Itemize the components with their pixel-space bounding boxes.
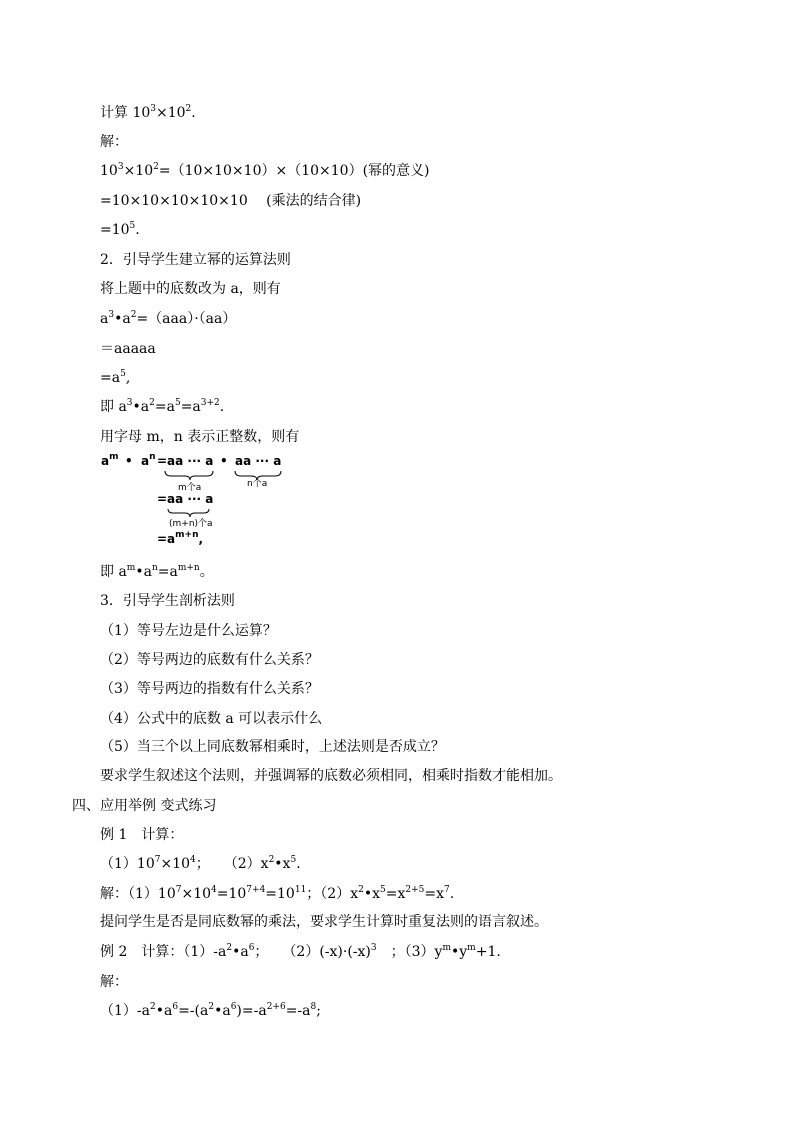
deriv-an: $a^n$	[141, 452, 156, 468]
text-line-l22	[100, 826, 183, 844]
text-run: ×10	[160, 856, 191, 872]
text-line-l16	[100, 651, 319, 669]
text-line-l24	[100, 885, 454, 903]
text-run: •a	[214, 1003, 231, 1019]
text-run: =a	[100, 370, 121, 386]
text-run: 即 a	[100, 564, 127, 580]
text-run: 2．引导学生建立幂的运算法则	[100, 252, 291, 268]
text-run: =（10×10×10）×（10×10）(幂的意义)	[158, 163, 430, 179]
deriv-row2: =aa ··· a	[157, 492, 214, 506]
superscript: 2	[149, 398, 155, 408]
superscript: 2+6	[266, 1002, 286, 1012]
text-run: ×10	[123, 163, 154, 179]
text-run: =（aaa）·（aa）	[136, 311, 237, 327]
text-run: •y	[451, 944, 468, 960]
text-run: •a	[232, 944, 249, 960]
superscript: 2	[153, 162, 159, 172]
deriv-label-m: m个a	[178, 483, 202, 493]
text-run: 例 1 计算：	[100, 827, 184, 843]
text-run: •a	[132, 399, 150, 415]
text-run: 解：	[100, 974, 128, 990]
superscript: 6	[248, 943, 255, 953]
superscript: 4	[211, 885, 217, 895]
text-run: •a	[114, 311, 131, 327]
superscript: 5	[290, 855, 297, 865]
text-run: )=-a	[236, 1003, 267, 1019]
deriv-label-n: n个a	[247, 479, 268, 489]
text-run: 。	[199, 564, 214, 580]
text-run: ； （2）x	[195, 856, 269, 872]
superscript: 7	[175, 885, 182, 895]
deriv-label-mn: (m+n)个a	[169, 519, 213, 529]
text-run: •a	[135, 564, 152, 580]
text-run: .	[449, 886, 455, 902]
deriv-row1-expansion-2: aa ··· a	[235, 454, 282, 468]
superscript: 2	[130, 310, 137, 320]
text-line-l9	[100, 340, 156, 358]
text-run: .	[191, 105, 196, 121]
superscript: 6	[172, 1002, 179, 1012]
text-run: （4）公式中的底数 a 可以表示什么	[100, 711, 323, 727]
superscript: 3	[150, 104, 156, 114]
text-line-l27	[100, 973, 128, 991]
superscript: 5	[380, 885, 386, 895]
text-line-l13	[100, 563, 214, 581]
text-line-l5	[100, 221, 140, 239]
text-run: 四、应用举例 变式练习	[72, 798, 217, 814]
deriv-am: $a^m$	[101, 452, 119, 468]
text-line-l17	[100, 680, 319, 698]
superscript: 7	[154, 855, 161, 865]
text-run: .	[296, 856, 301, 872]
deriv-dot-2: •	[220, 454, 228, 468]
text-line-l12	[100, 428, 299, 446]
text-line-l26	[100, 943, 501, 961]
text-line-l15	[100, 622, 277, 640]
deriv-row1-expansion: =aa ··· a	[157, 454, 214, 468]
text-run: .	[135, 222, 140, 238]
text-run: ,	[125, 370, 131, 386]
text-run: =10	[265, 886, 295, 902]
text-run: 即 a	[100, 399, 127, 415]
superscript: 7	[444, 885, 450, 895]
text-line-l23	[100, 855, 301, 873]
text-run: 用字母 m，n 表示正整数，则有	[100, 429, 300, 445]
text-line-l4	[100, 192, 361, 210]
text-run: 将上题中的底数改为 a，则有	[100, 281, 281, 297]
text-run: （5）当三个以上同底数幂相乘时，上述法则是否成立？	[100, 739, 445, 755]
text-run: =a	[154, 399, 175, 415]
text-run: =a	[180, 399, 201, 415]
superscript: 2+5	[405, 885, 425, 895]
text-run: 计算 10	[100, 105, 151, 121]
text-run: ＝aaaaa	[100, 341, 156, 357]
superscript: 3	[370, 943, 377, 953]
superscript: m	[467, 943, 476, 953]
superscript: 8	[310, 1002, 317, 1012]
superscript: 3	[108, 310, 115, 320]
superscript: 3	[117, 162, 124, 172]
superscript: 5	[174, 398, 181, 408]
text-run: ;	[316, 1003, 321, 1019]
text-run: 10	[100, 163, 118, 179]
text-run: =a	[157, 564, 178, 580]
text-line-l19	[100, 738, 445, 756]
superscript: 2	[268, 855, 275, 865]
superscript: m+n	[177, 563, 200, 573]
text-run: •x	[274, 856, 291, 872]
text-run: ×10	[181, 886, 212, 902]
text-run: =10	[216, 886, 247, 902]
text-run: +1.	[475, 944, 501, 960]
superscript: n	[151, 563, 158, 573]
text-run: =-(a	[178, 1003, 209, 1019]
superscript: m	[442, 943, 451, 953]
superscript: m	[126, 563, 136, 573]
text-run: •x	[363, 886, 380, 902]
text-run: （2）等号两边的底数有什么关系？	[100, 652, 319, 668]
deriv-dot-1: •	[125, 454, 133, 468]
text-run: （1）10	[100, 856, 155, 872]
text-run: =x	[424, 886, 445, 902]
superscript: 2	[149, 1002, 156, 1012]
superscript: 2	[358, 885, 364, 895]
superscript: 5	[129, 221, 136, 231]
text-run: （1）-a	[100, 1003, 150, 1019]
superscript: 2	[185, 104, 192, 114]
text-run: ； （2）(-x)·(-x)	[254, 944, 371, 960]
text-run: （1）等号左边是什么运算？	[100, 623, 277, 639]
superscript: 3+2	[200, 398, 220, 408]
text-line-l11	[100, 398, 224, 416]
deriv-row3: $=a^{m+n}$,	[157, 530, 204, 546]
text-line-l7	[100, 280, 281, 298]
text-run: ；（3）y	[376, 944, 443, 960]
text-line-l2	[100, 133, 128, 151]
superscript: 6	[230, 1002, 237, 1012]
text-line-l6	[100, 251, 291, 269]
text-line-l1	[100, 104, 196, 122]
superscript: 3	[126, 398, 133, 408]
text-run: 解：	[100, 134, 128, 150]
text-run: （3）等号两边的指数有什么关系？	[100, 681, 319, 697]
text-run: 提问学生是否是同底数幂的乘法，要求学生计算时重复法则的语言叙述。	[100, 914, 548, 930]
derivation-figure	[101, 452, 301, 554]
text-line-l25	[100, 913, 548, 931]
text-run: 要求学生叙述这个法则，并强调幂的底数必须相同，相乘时指数才能相加。	[100, 768, 562, 784]
text-line-l28	[100, 1002, 321, 1020]
text-line-l3	[100, 162, 430, 180]
text-run: 解：（1）10	[100, 886, 176, 902]
text-run: =x	[385, 886, 406, 902]
text-line-l18	[100, 710, 322, 728]
superscript: 2	[226, 943, 233, 953]
text-run: 例 2 计算：（1）-a	[100, 944, 227, 960]
text-run: ×10	[156, 105, 186, 121]
text-line-l10	[100, 369, 130, 387]
superscript: 11	[294, 885, 307, 895]
text-line-l14	[100, 592, 235, 610]
text-run: =10	[100, 222, 130, 238]
text-line-l21	[72, 797, 216, 815]
text-run: a	[100, 311, 109, 327]
superscript: 5	[120, 369, 126, 379]
text-run: •a	[155, 1003, 173, 1019]
text-line-l20	[100, 767, 562, 785]
superscript: 7+4	[246, 885, 266, 895]
text-run: =10×10×10×10×10 (乘法的结合律)	[100, 193, 362, 209]
text-run: .	[219, 399, 225, 415]
text-run: =-a	[285, 1003, 311, 1019]
text-run: 3．引导学生剖析法则	[100, 593, 235, 609]
text-run: ；（2）x	[306, 886, 359, 902]
text-line-l8	[100, 310, 236, 328]
superscript: 4	[190, 855, 196, 865]
superscript: 2	[208, 1002, 215, 1012]
